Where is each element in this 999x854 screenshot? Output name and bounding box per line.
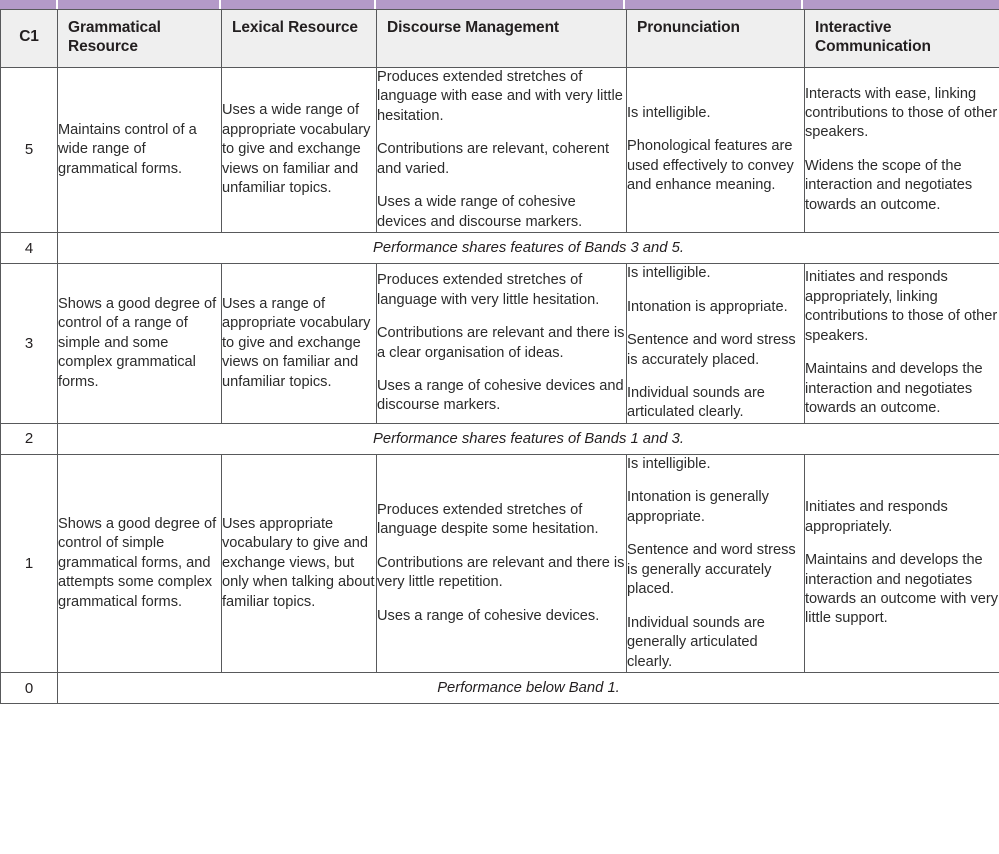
assessment-scale-table (0, 9, 999, 704)
descriptor-paragraph: Phonological features are used effectively to convey and enhance meaning. (627, 138, 794, 194)
descriptor-cell-discourse-management (377, 67, 627, 232)
shared-band-descriptor: Performance below Band 1. (58, 673, 999, 704)
column-header-band: C1 (1, 10, 58, 68)
descriptor-cell-lexical-resource (222, 454, 377, 672)
descriptor-paragraph: Produces extended stretches of language with very little hesitation. (377, 272, 600, 308)
column-header-interactive-communication: Interactive Communication (805, 10, 999, 68)
accent-segment-lexical (221, 0, 374, 9)
descriptor-paragraph: Is intelligible. (627, 265, 711, 282)
descriptor-paragraph: Widens the scope of the interaction and negotiates towards an outcome. (805, 157, 973, 213)
descriptor-paragraph: Contributions are relevant and there is a clear organisation of ideas. (377, 325, 625, 361)
descriptor-paragraph: Individual sounds are articulated clearly. (627, 384, 765, 421)
descriptor-paragraph: Interacts with ease, linking contributions to those of other speakers. (805, 85, 998, 141)
descriptor-paragraph: Initiates and responds appropriately. (805, 499, 948, 535)
descriptor-paragraph: Uses a range of appropriate vocabulary to give and exchange views on familiar and unfamiliar topics. (222, 295, 371, 390)
descriptor-cell-lexical-resource (222, 264, 377, 424)
descriptor-paragraph: Contributions are relevant, coherent and varied. (377, 141, 610, 177)
shared-band-descriptor: Performance shares features of Bands 1 and 3. (58, 423, 999, 454)
descriptor-cell-pronunciation (627, 67, 805, 232)
descriptor-cell-interactive-communication (805, 67, 999, 232)
descriptor-cell-discourse-management (377, 264, 627, 424)
accent-segment-pronunciation (625, 0, 800, 9)
descriptor-paragraph: Uses appropriate vocabulary to give and exchange views, but only when talking about familiar topics. (222, 515, 375, 610)
column-header-discourse-management: Discourse Management (377, 10, 627, 68)
table-body (1, 67, 999, 703)
table-row (1, 67, 999, 232)
descriptor-paragraph: Shows a good degree of control of simple grammatical forms, and attempts some complex grammatical forms. (58, 515, 217, 610)
band-number-cell: 5 (1, 67, 58, 232)
accent-segment-interactive (803, 0, 999, 9)
table-header-row (1, 10, 999, 68)
descriptor-cell-grammatical-resource (58, 264, 222, 424)
descriptor-paragraph: Is intelligible. (627, 455, 711, 472)
descriptor-cell-grammatical-resource (58, 454, 222, 672)
descriptor-paragraph: Uses a range of cohesive devices. (377, 607, 600, 624)
descriptor-cell-discourse-management (377, 454, 627, 672)
descriptor-paragraph: Is intelligible. (627, 105, 711, 122)
band-number-cell: 2 (1, 423, 58, 454)
accent-segment-discourse (376, 0, 623, 9)
band-number-cell: 4 (1, 233, 58, 264)
descriptor-cell-pronunciation (627, 264, 805, 424)
descriptor-paragraph: Uses a wide range of cohesive devices and discourse markers. (377, 194, 583, 230)
descriptor-cell-interactive-communication (805, 454, 999, 672)
descriptor-paragraph: Intonation is generally appropriate. (627, 489, 769, 525)
descriptor-paragraph: Maintains control of a wide range of grammatical forms. (58, 121, 197, 177)
descriptor-paragraph: Sentence and word stress is accurately placed. (627, 332, 796, 368)
descriptor-paragraph: Maintains and develops the interaction and negotiates towards an outcome. (805, 361, 983, 417)
table-row (1, 264, 999, 424)
band-number-cell: 3 (1, 264, 58, 424)
descriptor-paragraph: Produces extended stretches of language despite some hesitation. (377, 501, 599, 538)
shared-band-descriptor: Performance shares features of Bands 3 and 5. (58, 233, 999, 264)
column-header-grammatical-resource: Grammatical Resource (58, 10, 222, 68)
descriptor-paragraph: Contributions are relevant and there is very little repetition. (377, 554, 625, 591)
descriptor-paragraph: Uses a wide range of appropriate vocabulary to give and exchange views on familiar and unfamiliar topics. (222, 102, 371, 197)
descriptor-paragraph: Shows a good degree of control of a range of simple and some complex grammatical forms. (58, 295, 217, 390)
descriptor-paragraph: Produces extended stretches of language with ease and with very little hesitation. (377, 68, 623, 124)
descriptor-cell-pronunciation (627, 454, 805, 672)
band-number-cell: 1 (1, 454, 58, 672)
descriptor-paragraph: Individual sounds are generally articulated clearly. (627, 614, 765, 670)
column-header-pronunciation: Pronunciation (627, 10, 805, 68)
table-row (1, 454, 999, 672)
accent-segment-grammatical (58, 0, 220, 9)
descriptor-paragraph: Initiates and responds appropriately, linking contributions to those of other speakers. (805, 269, 998, 344)
descriptor-paragraph: Intonation is appropriate. (627, 298, 788, 315)
top-accent-bar (0, 0, 999, 9)
column-header-lexical-resource: Lexical Resource (222, 10, 377, 68)
descriptor-paragraph: Sentence and word stress is generally accurately placed. (627, 542, 796, 598)
table-row (1, 233, 999, 264)
descriptor-paragraph: Maintains and develops the interaction and negotiates towards an outcome with very little support. (805, 552, 999, 627)
descriptor-cell-interactive-communication (805, 264, 999, 424)
descriptor-cell-grammatical-resource (58, 67, 222, 232)
descriptor-paragraph: Uses a range of cohesive devices and discourse markers. (377, 377, 624, 414)
descriptor-cell-lexical-resource (222, 67, 377, 232)
table-row (1, 673, 999, 704)
band-number-cell: 0 (1, 673, 58, 704)
accent-segment-band (0, 0, 56, 9)
table-row (1, 423, 999, 454)
